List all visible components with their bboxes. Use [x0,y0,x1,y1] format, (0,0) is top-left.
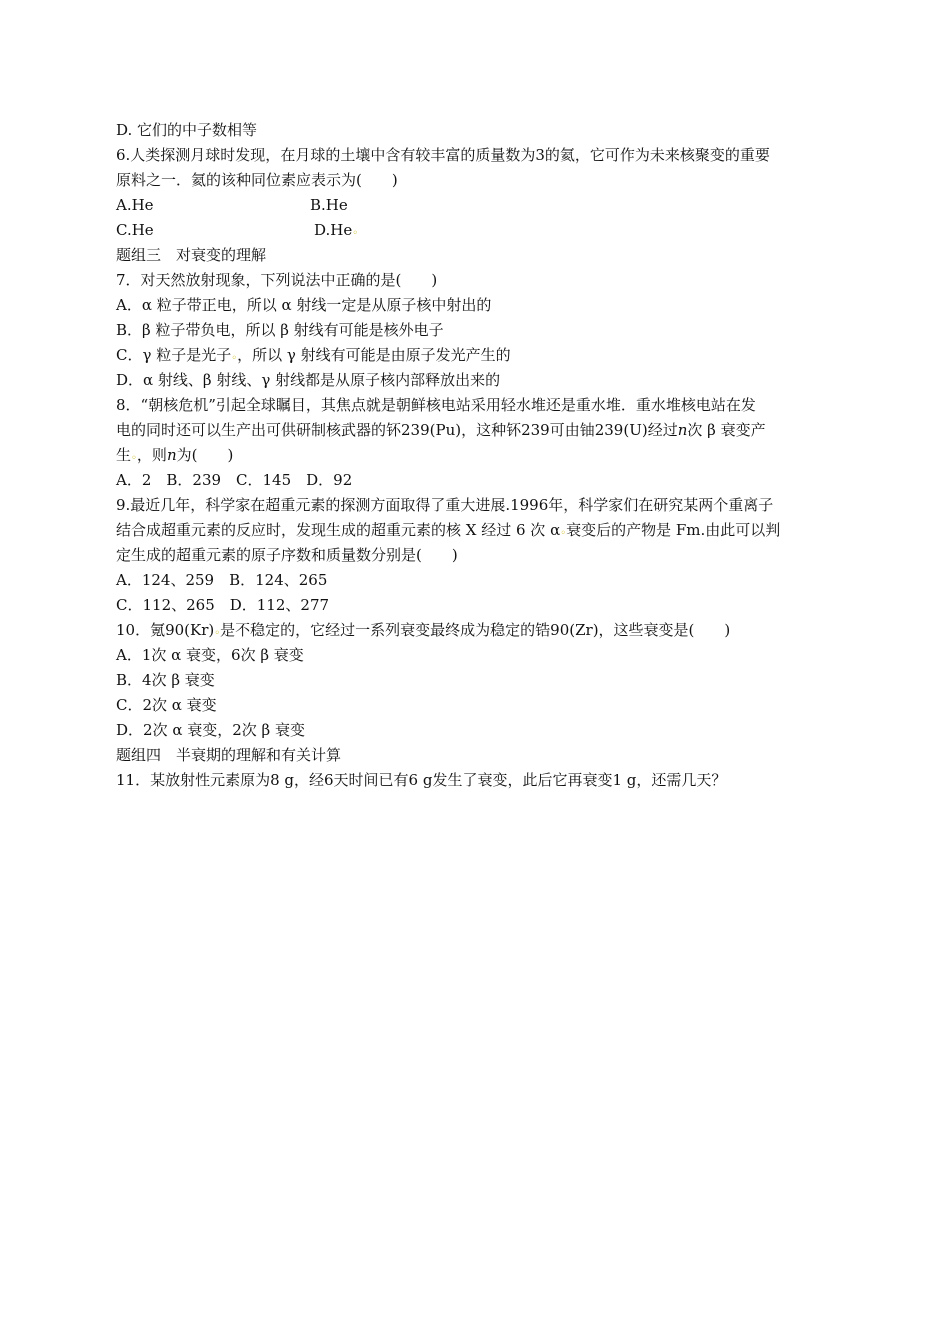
q6-option-b: B.He [310,196,348,214]
q8-stem-line1: 8．“朝核危机”引起全球瞩目，其焦点就是朝鲜核电站采用轻水堆还是重水堆．重水堆核电站在发 [116,396,756,414]
q7-option-b: B．β 粒子带负电，所以 β 射线有可能是核外电子 [116,321,444,339]
anchor-mark-icon: ◦ [352,228,359,239]
q9-options-row2: C．112、265 D．112、277 [116,596,330,614]
q7-option-a: A．α 粒子带正电，所以 α 射线一定是从原子核中射出的 [116,296,492,314]
q8-stem-line3: 生◦，则n为( ) [116,446,234,464]
q5-option-d: D. 它们的中子数相等 [116,121,258,139]
q9-stem-line3: 定生成的超重元素的原子序数和质量数分别是( ) [116,546,458,564]
q9-stem-line1: 9.最近几年，科学家在超重元素的探测方面取得了重大进展.1996年，科学家们在研究某两个重离子 [116,496,774,514]
group3-title: 题组三 对衰变的理解 [116,246,267,264]
q6-stem-line2: 原料之一．氦的该种同位素应表示为( ) [116,171,398,189]
q7-stem: 7．对天然放射现象，下列说法中正确的是( ) [116,271,438,289]
anchor-mark-icon: ◦ [560,528,567,539]
anchor-mark-icon: ◦ [131,453,137,464]
q6-option-c: C.He [116,221,154,239]
anchor-mark-icon: ◦ [231,353,238,364]
q9-options-row1: A．124、259 B．124、265 [116,571,328,589]
q10-option-d: D．2次 α 衰变，2次 β 衰变 [116,721,305,739]
q10-stem: 10．氪90(Kr)◦是不稳定的，它经过一系列衰变最终成为稳定的锆90(Zr)，这些衰变是( ) [116,621,731,639]
q6-option-d: D.He◦ [314,221,359,239]
anchor-mark-icon: ◦ [214,628,221,639]
q10-option-b: B．4次 β 衰变 [116,671,215,689]
q6-option-a: A.He [116,196,154,214]
q7-option-c: C．γ 粒子是光子◦，所以 γ 射线有可能是由原子发光产生的 [116,346,511,364]
q8-options: A．2 B．239 C．145 D．92 [116,471,353,489]
exercise-content [116,118,836,793]
q6-stem-line1: 6.人类探测月球时发现，在月球的土壤中含有较丰富的质量数为3的氦，它可作为未来核聚变的重要 [116,146,770,164]
q10-option-a: A．1次 α 衰变，6次 β 衰变 [116,646,304,664]
q7-option-d: D．α 射线、β 射线、γ 射线都是从原子核内部释放出来的 [116,371,501,389]
q6-options-row2 [116,218,836,243]
q6-options-row1 [116,193,836,218]
group4-title: 题组四 半衰期的理解和有关计算 [116,746,342,764]
q10-option-c: C．2次 α 衰变 [116,696,217,714]
q8-stem-line2: 电的同时还可以生产出可供研制核武器的钚239(Pu)，这种钚239可由铀239(U)经过n次 β 衰变产 [116,421,766,439]
q11-stem: 11．某放射性元素原为8 g，经6天时间已有6 g发生了衰变，此后它再衰变1 g，还需几天？ [116,771,727,789]
q9-stem-line2: 结合成超重元素的反应时，发现生成的超重元素的核 X 经过 6 次 α◦衰变后的产物是 Fm.由此可以判 [116,521,781,539]
